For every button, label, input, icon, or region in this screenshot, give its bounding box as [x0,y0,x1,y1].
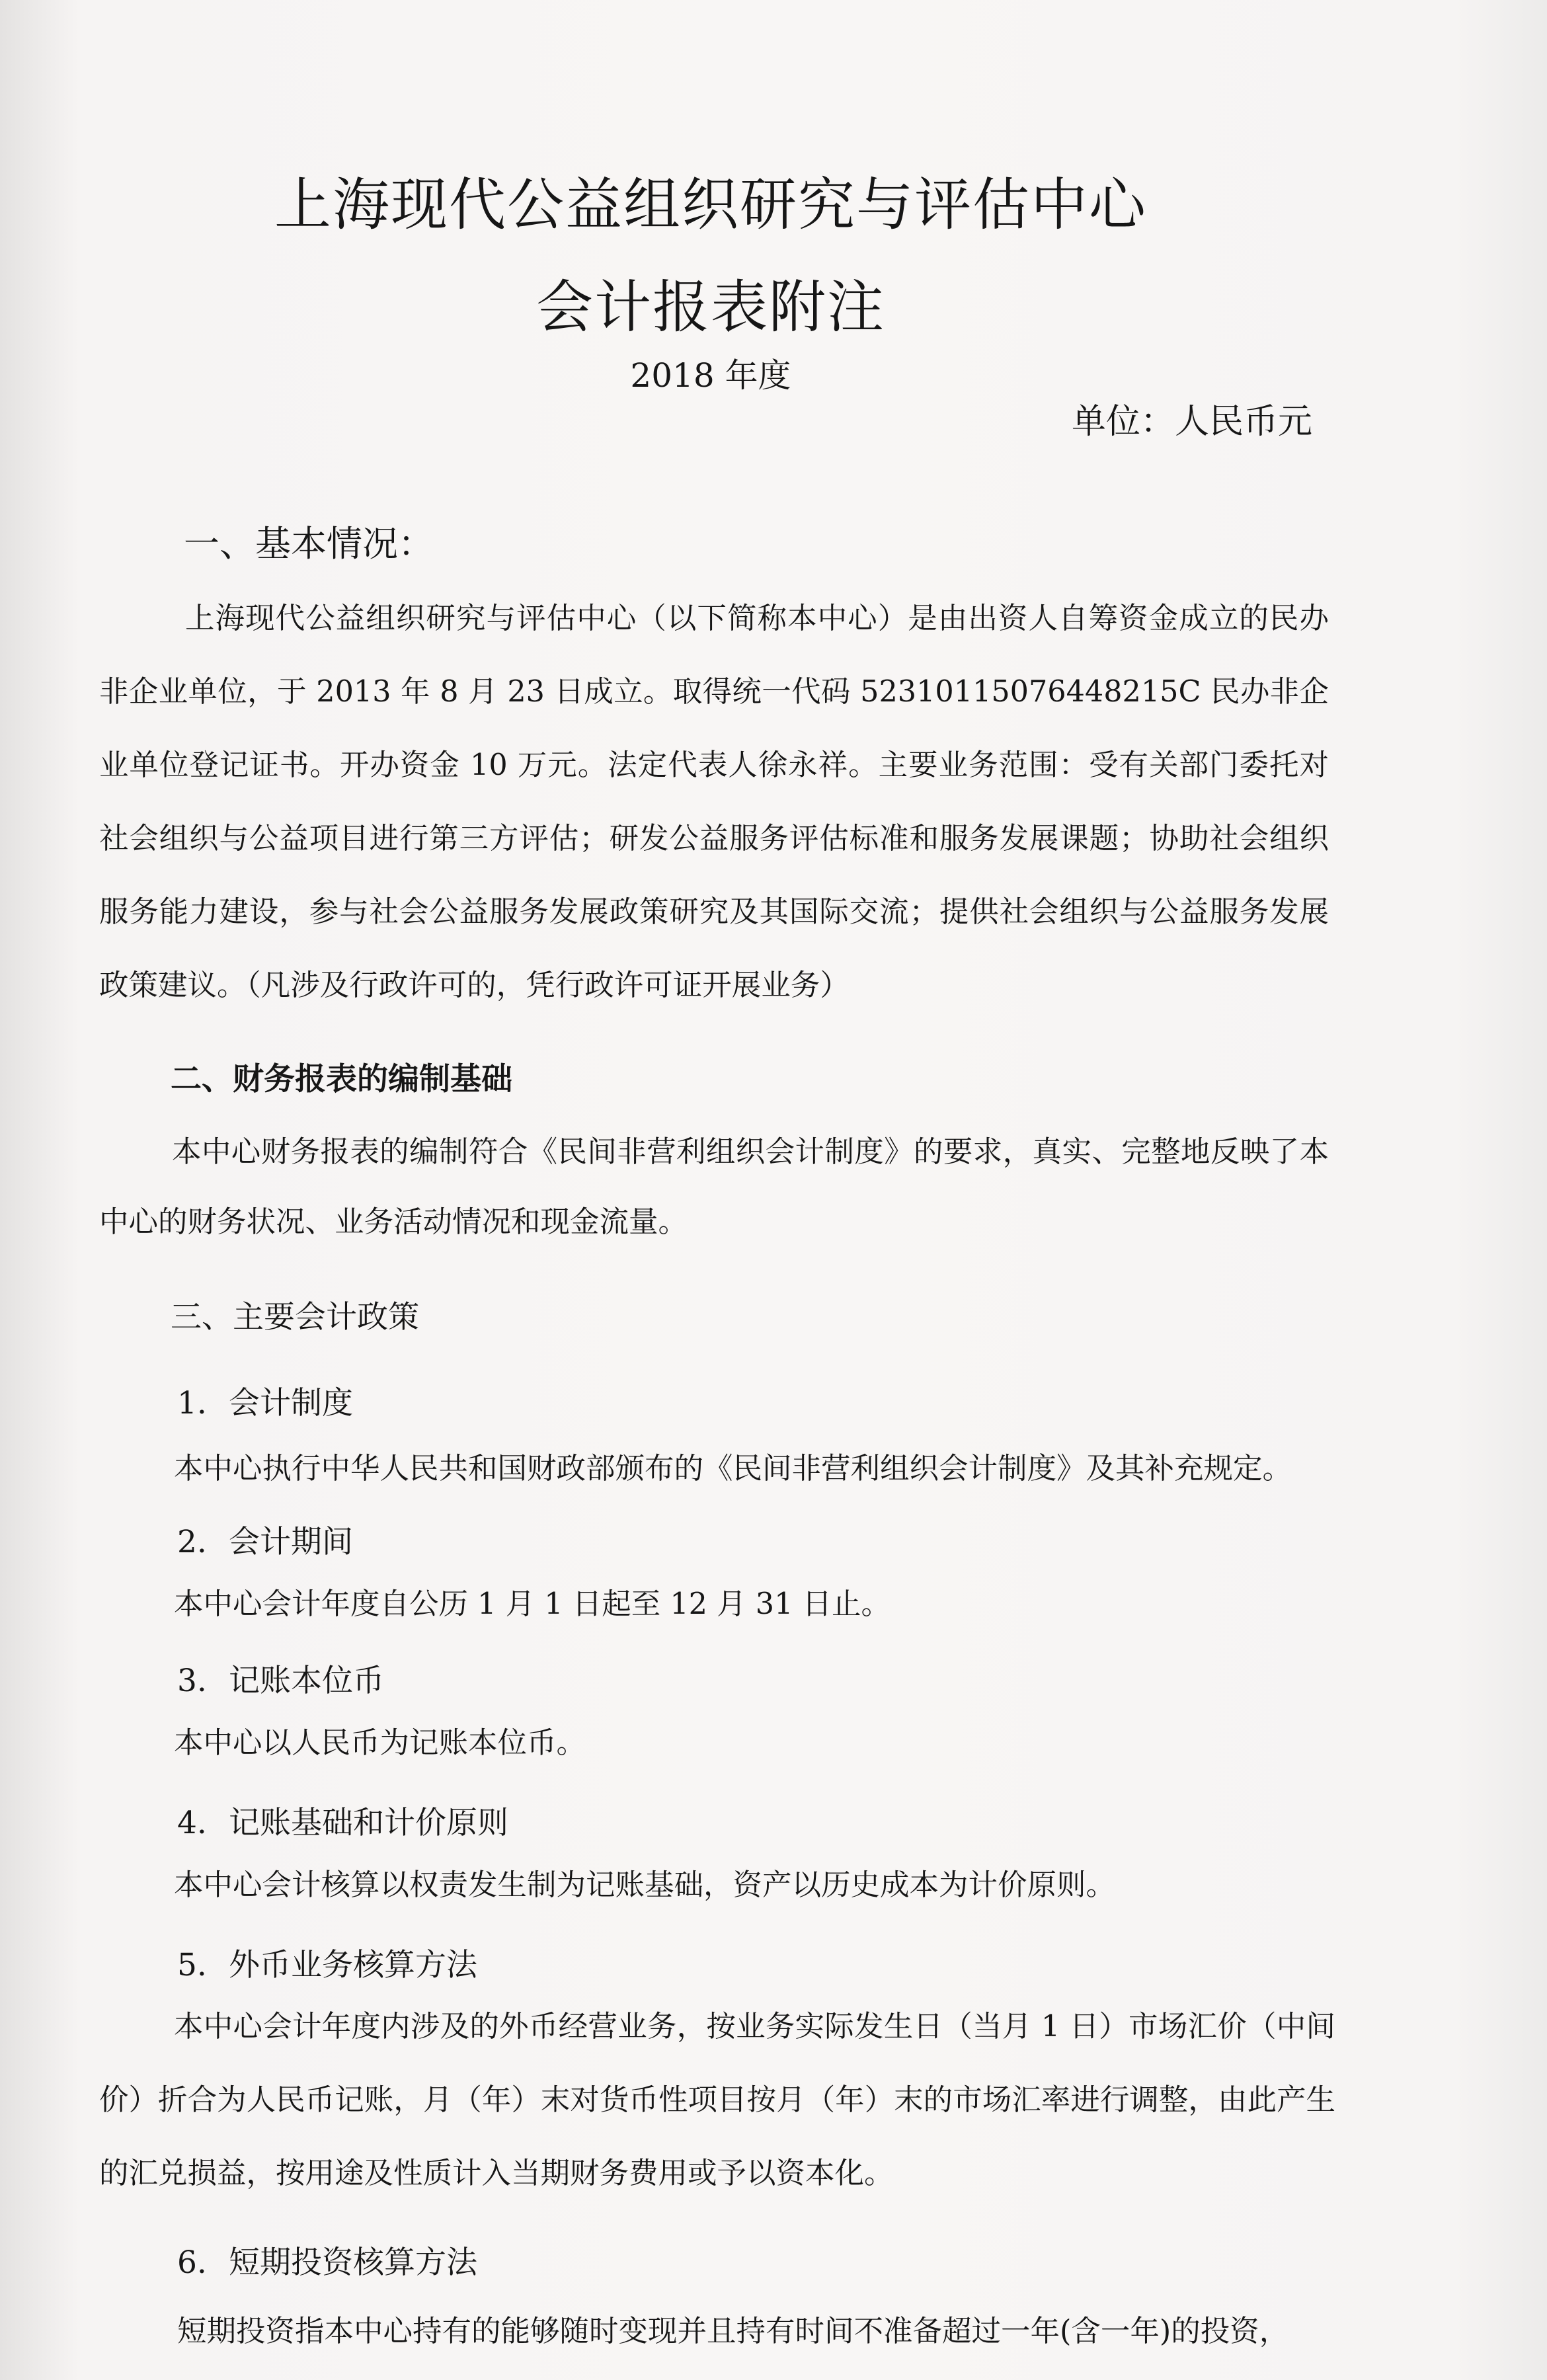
policy-1-heading [177,1378,353,1423]
policy-3-body: 本中心以人民币为记账本位币。 [174,1726,586,1760]
policy-6-heading [177,2238,477,2282]
section-1-heading: 一、基本情况： [184,523,434,565]
policy-3-title: 记账本位币 [229,1663,384,1699]
section-2-heading: 二、财务报表的编制基础 [171,1061,512,1097]
policy-1-title: 会计制度 [229,1385,353,1421]
policy-6-title: 短期投资核算方法 [229,2244,477,2281]
policy-4-heading [177,1798,508,1843]
section-1-body: 上海现代公益组织研究与评估中心（以下简称本中心）是由出资人自筹资金成立的民办非企业单位，于 2013 年 8 月 23 日成立。取得统一代码 52310115076448215C 民办非企业单位登记证书。开办资金 10 万元。法定代表人徐永祥。主要业务范围：受有关部门委托对社会组织与公益项目进行第三方评估；研发公益服务评估标准和服务发展课题；协助社会组织服务能力建设，参与社会公益服务发展政策研究及其国际交流；提供社会组织与公益服务发展政策建议。（凡涉及行政许可的，凭行政许可证开展业务） [99,602,1329,1002]
policy-1-number: 1. [177,1385,207,1421]
policy-2-body: 本中心会计年度自公历 1 月 1 日起至 12 月 31 日止。 [174,1587,891,1621]
currency-unit: 单位：人民币元 [1071,402,1312,442]
policy-6-number: 6. [177,2244,207,2281]
policy-4-number: 4. [177,1805,207,1841]
report-year: 2018 年度 [630,356,791,395]
policy-2-heading [177,1517,353,1562]
policy-5-body: 本中心会计年度内涉及的外币经营业务，按业务实际发生日（当月 1 日）市场汇价（中间价）折合为人民币记账，月（年）末对货币性项目按月（年）末的市场汇率进行调整，由此产生的汇兑损益，按用途及性质计入当期财务费用或予以资本化。 [99,2010,1335,2190]
section-2-body: 本中心财务报表的编制符合《民间非营利组织会计制度》的要求，真实、完整地反映了本中心的财务状况、业务活动情况和现金流量。 [99,1135,1329,1239]
policy-4-title: 记账基础和计价原则 [229,1805,508,1841]
policy-3-heading [177,1656,384,1700]
policy-1-body: 本中心执行中华人民共和国财政部颁布的《民间非营利组织会计制度》及其补充规定。 [174,1452,1292,1486]
document-title: 上海现代公益组织研究与评估中心 [274,172,1147,238]
policy-5-number: 5. [177,1947,207,1983]
policy-4-body: 本中心会计核算以权责发生制为记账基础，资产以历史成本为计价原则。 [174,1868,1116,1902]
section-3-heading: 三、主要会计政策 [171,1299,419,1335]
document-subtitle: 会计报表附注 [536,274,885,340]
policy-5-title: 外币业务核算方法 [229,1947,477,1983]
policy-5-heading [177,1940,477,1985]
policy-2-number: 2. [177,1524,207,1560]
policy-3-number: 3. [177,1663,207,1699]
policy-2-title: 会计期间 [229,1524,353,1560]
policy-6-body: 短期投资指本中心持有的能够随时变现并且持有时间不准备超过一年(含一年)的投资， [177,2315,1289,2348]
